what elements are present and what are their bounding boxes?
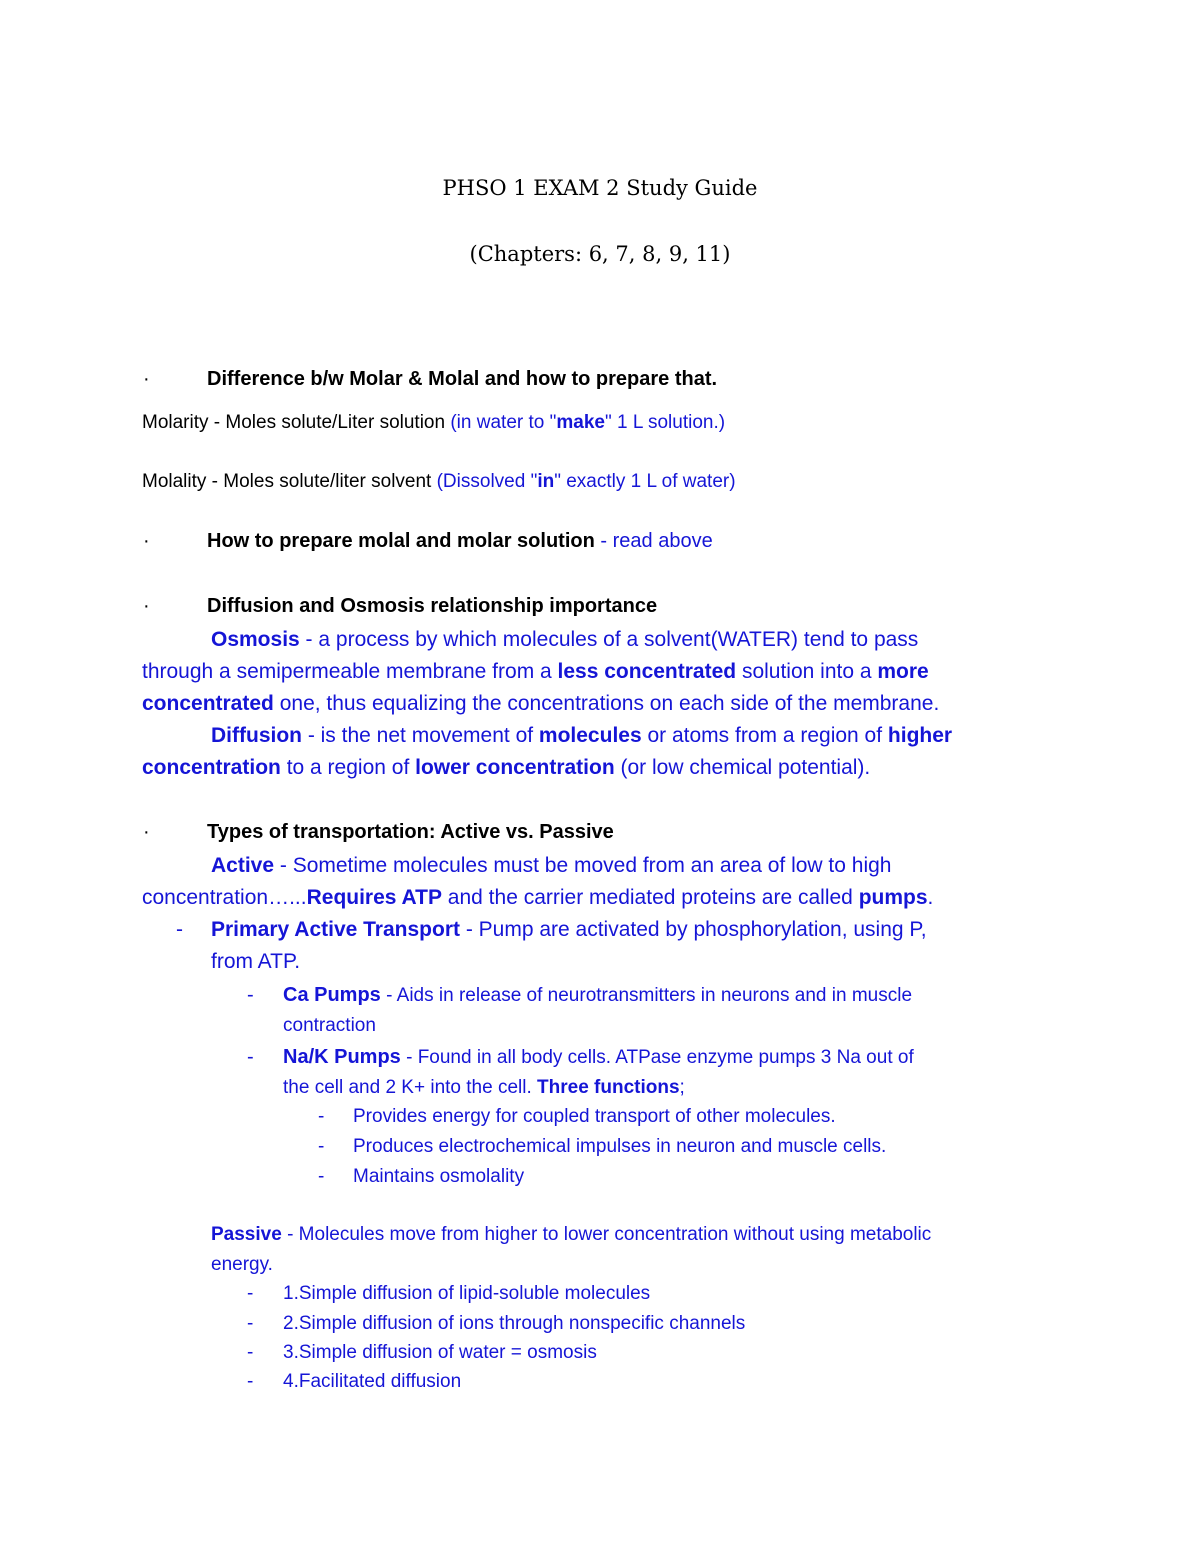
dash-passive-2: - <box>247 1313 254 1334</box>
nak-line-1: Na/K Pumps - Found in all body cells. ATPase enzyme pumps 3 Na out of <box>283 1046 914 1068</box>
nak-term: Na/K Pumps <box>283 1046 401 1068</box>
dash-fn-2: - <box>318 1136 325 1157</box>
diffusion-line-2: concentration to a region of lower concentration (or low chemical potential). <box>142 756 871 779</box>
diffusion-term: Diffusion <box>211 724 302 747</box>
osmosis-line-1: Osmosis - a process by which molecules of a solvent(WATER) tend to pass <box>211 628 919 651</box>
molarity-label: Molarity - Moles solute/Liter solution <box>142 412 446 433</box>
passive-item: 2.Simple diffusion of ions through nonspecific channels <box>283 1313 746 1334</box>
function-item: Produces electrochemical impulses in neuron and muscle cells. <box>353 1136 887 1157</box>
ca-line-1: Ca Pumps - Aids in release of neurotransmitters in neurons and in muscle <box>283 984 913 1006</box>
nak-line-2: the cell and 2 K+ into the cell. Three functions; <box>283 1077 685 1098</box>
bullet-4: · <box>143 821 150 843</box>
heading-diffusion-osmosis: Diffusion and Osmosis relationship importance <box>207 595 658 617</box>
bullet-3: · <box>143 595 150 617</box>
prepare-line: How to prepare molal and molar solution - read above <box>207 530 713 552</box>
primary-line-2: from ATP. <box>211 950 301 973</box>
page-subtitle: (Chapters: 6, 7, 8, 9, 11) <box>469 242 731 266</box>
passive-item: 3.Simple diffusion of water = osmosis <box>283 1342 597 1363</box>
ca-line-2: contraction <box>283 1015 376 1036</box>
passive-item: 1.Simple diffusion of lipid-soluble molecules <box>283 1283 651 1304</box>
primary-line-1: Primary Active Transport - Pump are activated by phosphorylation, using P, <box>211 918 927 941</box>
molarity-line <box>142 412 725 434</box>
osmosis-term: Osmosis <box>211 628 300 651</box>
passive-line-1: Passive - Molecules move from higher to lower concentration without using metabolic <box>211 1224 932 1245</box>
function-item: Maintains osmolality <box>353 1166 525 1187</box>
function-item: Provides energy for coupled transport of other molecules. <box>353 1106 836 1127</box>
dash-ca: - <box>247 984 254 1006</box>
heading-transport-types: Types of transportation: Active vs. Passive <box>207 821 614 843</box>
dash-passive-4: - <box>247 1371 254 1392</box>
dash-passive-1: - <box>247 1283 254 1304</box>
molality-note: (Dissolved "in" exactly 1 L of water) <box>436 471 736 492</box>
passive-line-2: energy. <box>211 1254 273 1275</box>
page-title: PHSO 1 EXAM 2 Study Guide <box>442 176 758 200</box>
passive-term: Passive <box>211 1224 282 1245</box>
primary-term: Primary Active Transport <box>211 918 460 941</box>
heading-prepare: How to prepare molal and molar solution <box>207 530 595 552</box>
heading-molar-molal: Difference b/w Molar & Molal and how to prepare that. <box>207 368 718 390</box>
passive-item: 4.Facilitated diffusion <box>283 1371 462 1392</box>
osmosis-line-2: through a semipermeable membrane from a less concentrated solution into a more <box>142 660 929 683</box>
molarity-note: (in water to "make" 1 L solution.) <box>450 412 726 433</box>
dash-nak: - <box>247 1046 254 1068</box>
active-line-1: Active - Sometime molecules must be moved from an area of low to high <box>211 854 892 877</box>
dash-passive-3: - <box>247 1342 254 1363</box>
dash-primary: - <box>176 918 183 941</box>
dash-fn-3: - <box>318 1166 325 1187</box>
molality-label: Molality - Moles solute/liter solvent <box>142 471 432 492</box>
bullet-1: · <box>143 368 150 390</box>
molality-line <box>142 471 736 493</box>
osmosis-line-3: concentrated one, thus equalizing the concentrations on each side of the membrane. <box>142 692 940 715</box>
active-term: Active <box>211 854 275 877</box>
bullet-2: · <box>143 530 150 552</box>
active-line-2: concentration…...Requires ATP and the carrier mediated proteins are called pumps. <box>142 886 934 909</box>
prepare-note: read above <box>612 530 713 552</box>
dash-fn-1: - <box>318 1106 325 1127</box>
ca-term: Ca Pumps <box>283 984 381 1006</box>
diffusion-line-1: Diffusion - is the net movement of molecules or atoms from a region of higher <box>211 724 953 747</box>
